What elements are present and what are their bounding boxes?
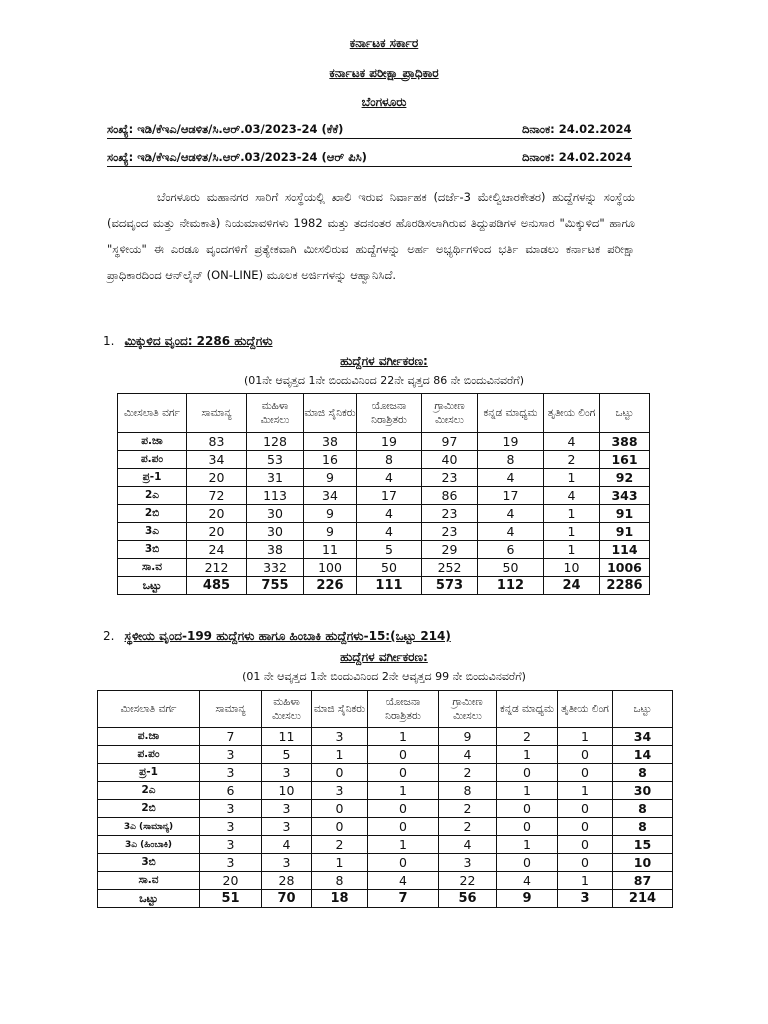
count-cell: 0 <box>368 800 439 818</box>
count-cell: 3 <box>200 854 262 872</box>
table-row <box>98 746 673 764</box>
count-cell: 1 <box>368 836 439 854</box>
table-header-row <box>98 691 673 728</box>
total-cell: 92 <box>600 469 650 487</box>
count-cell: 755 <box>247 577 304 595</box>
count-cell: 0 <box>312 800 368 818</box>
section-title: ಸ್ಥಳೀಯ ವೃಂದ-199 ಹುದ್ದೆಗಳು ಹಾಗೂ ಹಿಂಬಾಕಿ ಹುದ್ದೆಗಳು-15:(ಒಟ್ಟು 214) <box>124 629 451 643</box>
body-text: ಬೆಂಗಳೂರು ಮಹಾನಗರ ಸಾರಿಗೆ ಸಂಸ್ಥೆಯಲ್ಲಿ ಖಾಲಿ ಇರುವ ನಿರ್ವಾಹಕ (ದರ್ಜೆ-3 ಮೇಲ್ವಿಚಾರಕೇತರ) ಹುದ್ದೆಗಳನ್ನು ಸಂಸ್ಥೆಯ (ವದವೃಂದ ಮತ್ತು ನೇಮಕಾತಿ) ನಿಯಮಾವಳಿಗಳು 1982 ಮತ್ತು ತದನಂತರ ಹೊರಡಿಸಲಾಗಿರುವ ತಿದ್ದುಪಡಿಗಳ ಅನುಸಾರ "ಮಿಕ್ಕುಳಿದ" ಹಾಗೂ "ಸ್ಥಳೀಯ" ಈ ಎರಡೂ ವೃಂದಗಳಿಗೆ ಪ್ರತ್ಯೇಕವಾಗಿ ಮೀಸಲಿರುವ ಹುದ್ದೆಗಳನ್ನು ಅರ್ಹ ಅಭ್ಯರ್ಥಿಗಳಿಂದ ಭರ್ತಿ ಮಾಡಲು ಕರ್ನಾಟಕ ಪರೀಕ್ಷಾ ಪ್ರಾಧಿಕಾರದಿಂದ ಆನ್‌ಲೈನ್ (ON-LINE) ಮೂಲಕ ಅರ್ಜಿಗಳನ್ನು ಆಹ್ವಾನಿಸಿದೆ. <box>107 190 635 282</box>
count-cell: 4 <box>544 487 600 505</box>
count-cell: 0 <box>497 854 558 872</box>
count-cell: 7 <box>200 728 262 746</box>
count-cell: 226 <box>304 577 357 595</box>
count-cell: 3 <box>200 746 262 764</box>
count-cell: 56 <box>439 890 497 908</box>
count-cell: 1 <box>312 746 368 764</box>
count-cell: 0 <box>368 764 439 782</box>
classification-title: ಹುದ್ದೆಗಳ ವರ್ಗೀಕರಣ: <box>340 650 428 664</box>
total-cell: 8 <box>613 818 673 836</box>
count-cell: 3 <box>558 890 613 908</box>
classification-range: (01ನೇ ಆವೃತ್ತದ 1ನೇ ಬಿಂದುವಿನಿಂದ 22ನೇ ವೃತ್ತದ 86 ನೇ ಬಿಂದುವಿನವರೆಗೆ) <box>244 374 524 387</box>
count-cell: 4 <box>357 523 422 541</box>
count-cell: 2 <box>544 451 600 469</box>
count-cell: 2 <box>439 764 497 782</box>
total-cell: 15 <box>613 836 673 854</box>
count-cell: 8 <box>478 451 544 469</box>
total-cell: 91 <box>600 523 650 541</box>
count-cell: 1 <box>544 469 600 487</box>
column-header: ತೃತೀಯ ಲಿಂಗ <box>544 394 600 433</box>
table-row <box>118 451 650 469</box>
category-cell: 2ಎ <box>98 782 200 800</box>
table-row <box>98 764 673 782</box>
category-cell: ಸಾ.ವ <box>98 872 200 890</box>
count-cell: 9 <box>304 505 357 523</box>
count-cell: 111 <box>357 577 422 595</box>
reference-date: ದಿನಾಂಕ: 24.02.2024 <box>522 122 632 136</box>
table-row <box>118 433 650 451</box>
count-cell: 38 <box>247 541 304 559</box>
count-cell: 23 <box>422 469 478 487</box>
count-cell: 0 <box>368 854 439 872</box>
count-cell: 3 <box>312 728 368 746</box>
table-row <box>118 559 650 577</box>
count-cell: 573 <box>422 577 478 595</box>
column-header: ಮಾಜಿ ಸೈನಿಕರು <box>312 691 368 728</box>
count-cell: 1 <box>368 728 439 746</box>
count-cell: 7 <box>368 890 439 908</box>
column-header: ಕನ್ನಡ ಮಾಧ್ಯಮ <box>497 691 558 728</box>
posts-table-2 <box>97 690 673 908</box>
count-cell: 5 <box>262 746 312 764</box>
count-cell: 9 <box>439 728 497 746</box>
count-cell: 485 <box>187 577 247 595</box>
classification-title: ಹುದ್ದೆಗಳ ವರ್ಗೀಕರಣ: <box>340 354 428 368</box>
count-cell: 4 <box>357 505 422 523</box>
count-cell: 1 <box>558 872 613 890</box>
posts-table-1 <box>117 393 650 595</box>
category-cell: ಒಟ್ಟು <box>118 577 187 595</box>
count-cell: 17 <box>478 487 544 505</box>
column-header: ಮೀಸಲಾತಿ ವರ್ಗ <box>98 691 200 728</box>
count-cell: 0 <box>558 800 613 818</box>
count-cell: 0 <box>368 818 439 836</box>
count-cell: 8 <box>357 451 422 469</box>
category-cell: ಒಟ್ಟು <box>98 890 200 908</box>
count-cell: 53 <box>247 451 304 469</box>
count-cell: 0 <box>312 818 368 836</box>
category-cell: 3ಬಿ <box>118 541 187 559</box>
column-header: ಮಹಿಳಾ ಮೀಸಲು <box>262 691 312 728</box>
count-cell: 3 <box>262 800 312 818</box>
category-cell: ಪ.ಪಂ <box>98 746 200 764</box>
category-cell: ಪ.ಜಾ <box>98 728 200 746</box>
count-cell: 6 <box>200 782 262 800</box>
total-cell: 87 <box>613 872 673 890</box>
count-cell: 3 <box>200 764 262 782</box>
category-cell: ಪ್ರ-1 <box>118 469 187 487</box>
table-row <box>118 505 650 523</box>
section-number: 1. <box>103 334 115 348</box>
category-cell: 3ಬಿ <box>98 854 200 872</box>
reference-date: ದಿನಾಂಕ: 24.02.2024 <box>522 150 632 164</box>
count-cell: 4 <box>478 523 544 541</box>
column-header: ಮಾಜಿ ಸೈನಿಕರು <box>304 394 357 433</box>
count-cell: 0 <box>497 764 558 782</box>
table-row <box>98 890 673 908</box>
count-cell: 9 <box>304 469 357 487</box>
count-cell: 11 <box>304 541 357 559</box>
section-2-heading <box>103 629 451 644</box>
table-row <box>98 836 673 854</box>
reference-line-2 <box>107 150 632 167</box>
count-cell: 30 <box>247 505 304 523</box>
count-cell: 1 <box>368 782 439 800</box>
count-cell: 1 <box>558 728 613 746</box>
count-cell: 38 <box>304 433 357 451</box>
count-cell: 31 <box>247 469 304 487</box>
total-cell: 388 <box>600 433 650 451</box>
category-cell: 3ಎ (ಹಿಂಬಾಕಿ) <box>98 836 200 854</box>
table-row <box>98 872 673 890</box>
count-cell: 252 <box>422 559 478 577</box>
count-cell: 10 <box>544 559 600 577</box>
count-cell: 20 <box>200 872 262 890</box>
count-cell: 4 <box>262 836 312 854</box>
column-header: ಗ್ರಾಮೀಣ ಮೀಸಲು <box>439 691 497 728</box>
count-cell: 3 <box>262 818 312 836</box>
count-cell: 24 <box>544 577 600 595</box>
count-cell: 51 <box>200 890 262 908</box>
govt-title: ಕರ್ನಾಟಕ ಸರ್ಕಾರ <box>349 36 419 50</box>
count-cell: 100 <box>304 559 357 577</box>
count-cell: 5 <box>357 541 422 559</box>
count-cell: 0 <box>558 818 613 836</box>
count-cell: 8 <box>439 782 497 800</box>
category-cell: 2ಎ <box>118 487 187 505</box>
count-cell: 9 <box>304 523 357 541</box>
count-cell: 86 <box>422 487 478 505</box>
section-number: 2. <box>103 629 115 643</box>
count-cell: 40 <box>422 451 478 469</box>
reference-line-1 <box>107 122 632 139</box>
section-title: ಮಿಕ್ಕುಳಿದ ವೃಂದ: 2286 ಹುದ್ದೆಗಳು <box>124 334 273 348</box>
count-cell: 1 <box>544 541 600 559</box>
column-header: ಯೋಜನಾ ನಿರಾಶ್ರಿತರು <box>368 691 439 728</box>
count-cell: 50 <box>357 559 422 577</box>
count-cell: 0 <box>558 836 613 854</box>
column-header: ಸಾಮಾನ್ಯ <box>200 691 262 728</box>
count-cell: 4 <box>478 505 544 523</box>
table-row <box>98 728 673 746</box>
total-cell: 10 <box>613 854 673 872</box>
category-cell: ಪ.ಪಂ <box>118 451 187 469</box>
column-header: ಮೀಸಲಾತಿ ವರ್ಗ <box>118 394 187 433</box>
reference-number: ಸಂಖ್ಯೆ: ಇಡಿ/ಕೆಇಎ/ಆಡಳಿತ/ಸಿ.ಆರ್.03/2023-24 (ಕೆಕೆ) <box>107 122 344 136</box>
total-cell: 2286 <box>600 577 650 595</box>
count-cell: 19 <box>357 433 422 451</box>
count-cell: 34 <box>304 487 357 505</box>
column-header: ಮಹಿಳಾ ಮೀಸಲು <box>247 394 304 433</box>
count-cell: 34 <box>187 451 247 469</box>
total-cell: 1006 <box>600 559 650 577</box>
table-row <box>118 523 650 541</box>
total-cell: 91 <box>600 505 650 523</box>
count-cell: 4 <box>357 469 422 487</box>
category-cell: 3ಎ (ಸಾಮಾನ್ಯ) <box>98 818 200 836</box>
body-paragraph <box>107 184 635 288</box>
total-cell: 14 <box>613 746 673 764</box>
count-cell: 0 <box>497 800 558 818</box>
count-cell: 3 <box>200 800 262 818</box>
count-cell: 3 <box>200 818 262 836</box>
column-header: ಕನ್ನಡ ಮಾಧ್ಯಮ <box>478 394 544 433</box>
count-cell: 8 <box>312 872 368 890</box>
total-cell: 8 <box>613 764 673 782</box>
count-cell: 1 <box>497 836 558 854</box>
count-cell: 17 <box>357 487 422 505</box>
count-cell: 3 <box>312 782 368 800</box>
count-cell: 20 <box>187 505 247 523</box>
category-cell: ಪ.ಜಾ <box>118 433 187 451</box>
count-cell: 50 <box>478 559 544 577</box>
count-cell: 83 <box>187 433 247 451</box>
count-cell: 11 <box>262 728 312 746</box>
total-cell: 161 <box>600 451 650 469</box>
count-cell: 1 <box>312 854 368 872</box>
total-cell: 30 <box>613 782 673 800</box>
count-cell: 0 <box>558 764 613 782</box>
classification-range: (01 ನೇ ಆವೃತ್ತದ 1ನೇ ಬಿಂದುವಿನಿಂದ 2ನೇ ಆವೃತ್ತದ 99 ನೇ ಬಿಂದುವಿನವರೆಗೆ) <box>242 670 526 683</box>
count-cell: 0 <box>497 818 558 836</box>
count-cell: 6 <box>478 541 544 559</box>
count-cell: 29 <box>422 541 478 559</box>
count-cell: 2 <box>439 800 497 818</box>
category-cell: 3ಎ <box>118 523 187 541</box>
total-cell: 114 <box>600 541 650 559</box>
total-cell: 214 <box>613 890 673 908</box>
count-cell: 2 <box>312 836 368 854</box>
count-cell: 1 <box>497 782 558 800</box>
count-cell: 112 <box>478 577 544 595</box>
count-cell: 128 <box>247 433 304 451</box>
column-header: ಒಟ್ಟು <box>600 394 650 433</box>
table-row <box>98 800 673 818</box>
count-cell: 4 <box>497 872 558 890</box>
count-cell: 3 <box>200 836 262 854</box>
total-cell: 343 <box>600 487 650 505</box>
city-title: ಬೆಂಗಳೂರು <box>361 95 407 109</box>
count-cell: 70 <box>262 890 312 908</box>
category-cell: ಪ್ರ-1 <box>98 764 200 782</box>
count-cell: 0 <box>312 764 368 782</box>
count-cell: 30 <box>247 523 304 541</box>
count-cell: 0 <box>368 746 439 764</box>
count-cell: 97 <box>422 433 478 451</box>
count-cell: 4 <box>368 872 439 890</box>
table-row <box>118 577 650 595</box>
category-cell: ಸಾ.ವ <box>118 559 187 577</box>
count-cell: 1 <box>544 505 600 523</box>
count-cell: 9 <box>497 890 558 908</box>
table-header-row <box>118 394 650 433</box>
count-cell: 18 <box>312 890 368 908</box>
authority-title: ಕರ್ನಾಟಕ ಪರೀಕ್ಷಾ ಪ್ರಾಧಿಕಾರ <box>329 66 439 80</box>
count-cell: 4 <box>478 469 544 487</box>
table-row <box>118 487 650 505</box>
count-cell: 23 <box>422 523 478 541</box>
table-row <box>98 818 673 836</box>
count-cell: 72 <box>187 487 247 505</box>
column-header: ಒಟ್ಟು <box>613 691 673 728</box>
count-cell: 20 <box>187 523 247 541</box>
table-row <box>98 782 673 800</box>
count-cell: 19 <box>478 433 544 451</box>
count-cell: 1 <box>544 523 600 541</box>
count-cell: 22 <box>439 872 497 890</box>
count-cell: 28 <box>262 872 312 890</box>
count-cell: 23 <box>422 505 478 523</box>
count-cell: 212 <box>187 559 247 577</box>
count-cell: 2 <box>439 818 497 836</box>
count-cell: 20 <box>187 469 247 487</box>
count-cell: 332 <box>247 559 304 577</box>
table-row <box>118 541 650 559</box>
count-cell: 4 <box>544 433 600 451</box>
section-1-heading <box>103 334 273 349</box>
column-header: ಗ್ರಾಮೀಣ ಮೀಸಲು <box>422 394 478 433</box>
count-cell: 16 <box>304 451 357 469</box>
count-cell: 113 <box>247 487 304 505</box>
column-header: ಸಾಮಾನ್ಯ <box>187 394 247 433</box>
count-cell: 24 <box>187 541 247 559</box>
count-cell: 3 <box>262 764 312 782</box>
count-cell: 4 <box>439 746 497 764</box>
total-cell: 8 <box>613 800 673 818</box>
count-cell: 3 <box>262 854 312 872</box>
category-cell: 2ಬಿ <box>98 800 200 818</box>
total-cell: 34 <box>613 728 673 746</box>
column-header: ತೃತೀಯ ಲಿಂಗ <box>558 691 613 728</box>
count-cell: 10 <box>262 782 312 800</box>
count-cell: 1 <box>558 782 613 800</box>
count-cell: 1 <box>497 746 558 764</box>
count-cell: 2 <box>497 728 558 746</box>
count-cell: 4 <box>439 836 497 854</box>
table-row <box>98 854 673 872</box>
count-cell: 0 <box>558 746 613 764</box>
count-cell: 0 <box>558 854 613 872</box>
category-cell: 2ಬಿ <box>118 505 187 523</box>
count-cell: 3 <box>439 854 497 872</box>
table-row <box>118 469 650 487</box>
reference-number: ಸಂಖ್ಯೆ: ಇಡಿ/ಕೆಇಎ/ಆಡಳಿತ/ಸಿ.ಆರ್.03/2023-24 (ಆರ್ ಪಿಸಿ) <box>107 150 367 164</box>
column-header: ಯೋಜನಾ ನಿರಾಶ್ರಿತರು <box>357 394 422 433</box>
